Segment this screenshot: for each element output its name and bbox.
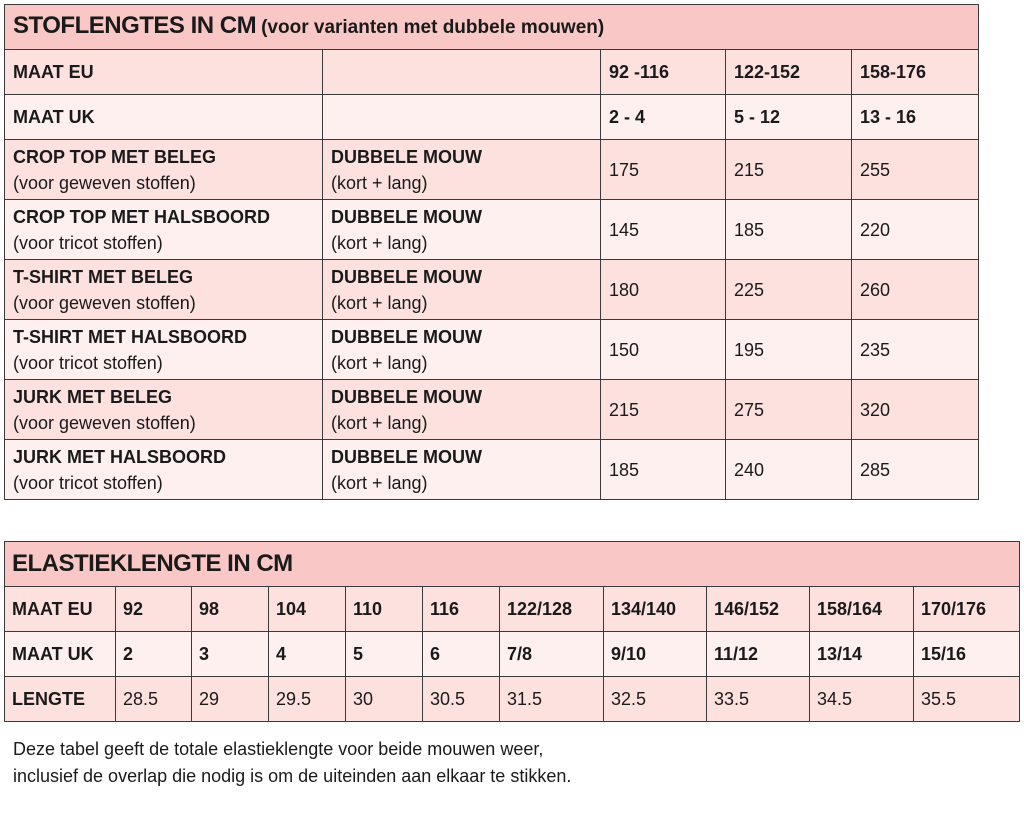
table-row: [5, 260, 979, 320]
eu-size: 158/164: [810, 587, 914, 632]
elastic-uk-row: [5, 632, 1020, 677]
fabric-table-title: [5, 5, 979, 50]
length-value: 30: [346, 677, 423, 722]
garment-cell: [5, 320, 323, 380]
table-row: [5, 380, 979, 440]
length-value: 35.5: [914, 677, 1020, 722]
eu-size: 170/176: [914, 587, 1020, 632]
eu-size: 92: [116, 587, 192, 632]
value-cell: 175: [601, 140, 726, 200]
sleeve-name: DUBBELE MOUW: [331, 446, 482, 467]
sleeve-note: (kort + lang): [331, 412, 428, 433]
value-cell: 150: [601, 320, 726, 380]
garment-name: JURK MET HALSBOORD: [13, 446, 227, 467]
uk-size: 9/10: [604, 632, 707, 677]
footnote-line: Deze tabel geeft de totale elastieklengte voor beide mouwen weer,: [13, 739, 544, 759]
length-value: 29.5: [269, 677, 346, 722]
length-value: 33.5: [707, 677, 810, 722]
uk-label: MAAT UK: [5, 632, 116, 677]
eu-size: 104: [269, 587, 346, 632]
eu-size: 98: [192, 587, 269, 632]
garment-cell: [5, 380, 323, 440]
garment-note: (voor geweven stoffen): [13, 172, 196, 193]
value-cell: 215: [601, 380, 726, 440]
eu-size: 122/128: [500, 587, 604, 632]
empty-cell: [323, 95, 601, 140]
elastic-table-title: [5, 542, 1020, 587]
garment-note: (voor tricot stoffen): [13, 472, 163, 493]
eu-size: 146/152: [707, 587, 810, 632]
sleeve-cell: [323, 320, 601, 380]
fabric-length-table: [4, 4, 979, 500]
footnote: [13, 736, 1013, 790]
uk-size: 11/12: [707, 632, 810, 677]
garment-name: T-SHIRT MET HALSBOORD: [13, 326, 247, 347]
value-cell: 320: [852, 380, 979, 440]
table-row: [5, 440, 979, 500]
value-cell: 195: [726, 320, 852, 380]
value-cell: 225: [726, 260, 852, 320]
length-value: 32.5: [604, 677, 707, 722]
uk-size: 13/14: [810, 632, 914, 677]
sleeve-name: DUBBELE MOUW: [331, 326, 482, 347]
value-cell: 255: [852, 140, 979, 200]
sleeve-name: DUBBELE MOUW: [331, 206, 482, 227]
garment-cell: [5, 200, 323, 260]
elastic-length-row: [5, 677, 1020, 722]
eu-size: 110: [346, 587, 423, 632]
uk-size: 7/8: [500, 632, 604, 677]
size-eu-cell: 158-176: [852, 50, 979, 95]
uk-size: 6: [423, 632, 500, 677]
value-cell: 185: [601, 440, 726, 500]
size-uk-row: [5, 95, 979, 140]
garment-note: (voor geweven stoffen): [13, 412, 196, 433]
value-cell: 145: [601, 200, 726, 260]
size-uk-cell: 2 - 4: [601, 95, 726, 140]
table-row: [5, 140, 979, 200]
garment-note: (voor geweven stoffen): [13, 292, 196, 313]
table-row: [5, 320, 979, 380]
fabric-title: STOFLENGTES IN CM: [13, 12, 257, 39]
sleeve-cell: [323, 440, 601, 500]
sleeve-note: (kort + lang): [331, 172, 428, 193]
garment-name: JURK MET BELEG: [13, 386, 173, 407]
value-cell: 275: [726, 380, 852, 440]
empty-cell: [323, 50, 601, 95]
size-eu-label: MAAT EU: [5, 50, 323, 95]
sleeve-name: DUBBELE MOUW: [331, 146, 482, 167]
uk-size: 5: [346, 632, 423, 677]
uk-size: 15/16: [914, 632, 1020, 677]
garment-name: CROP TOP MET BELEG: [13, 146, 217, 167]
length-label: LENGTE: [5, 677, 116, 722]
value-cell: 185: [726, 200, 852, 260]
size-eu-row: [5, 50, 979, 95]
size-uk-label: MAAT UK: [5, 95, 323, 140]
uk-size: 3: [192, 632, 269, 677]
sleeve-note: (kort + lang): [331, 352, 428, 373]
length-value: 34.5: [810, 677, 914, 722]
eu-size: 134/140: [604, 587, 707, 632]
value-cell: 235: [852, 320, 979, 380]
value-cell: 215: [726, 140, 852, 200]
garment-name: CROP TOP MET HALSBOORD: [13, 206, 271, 227]
garment-cell: [5, 260, 323, 320]
elastic-length-table: [4, 541, 1020, 722]
table-row: [5, 200, 979, 260]
size-uk-cell: 5 - 12: [726, 95, 852, 140]
size-uk-cell: 13 - 16: [852, 95, 979, 140]
eu-size: 116: [423, 587, 500, 632]
garment-cell: [5, 140, 323, 200]
uk-size: 2: [116, 632, 192, 677]
sleeve-cell: [323, 200, 601, 260]
value-cell: 180: [601, 260, 726, 320]
garment-note: (voor tricot stoffen): [13, 352, 163, 373]
length-value: 28.5: [116, 677, 192, 722]
size-eu-cell: 92 -116: [601, 50, 726, 95]
sleeve-cell: [323, 140, 601, 200]
length-value: 31.5: [500, 677, 604, 722]
sleeve-name: DUBBELE MOUW: [331, 266, 482, 287]
uk-size: 4: [269, 632, 346, 677]
fabric-subtitle: (voor varianten met dubbele mouwen): [261, 17, 605, 38]
garment-name: T-SHIRT MET BELEG: [13, 266, 193, 287]
elastic-title: ELASTIEKLENGTE IN CM: [12, 549, 293, 577]
garment-note: (voor tricot stoffen): [13, 232, 163, 253]
eu-label: MAAT EU: [5, 587, 116, 632]
value-cell: 285: [852, 440, 979, 500]
size-eu-cell: 122-152: [726, 50, 852, 95]
value-cell: 240: [726, 440, 852, 500]
elastic-eu-row: [5, 587, 1020, 632]
length-value: 30.5: [423, 677, 500, 722]
length-value: 29: [192, 677, 269, 722]
sleeve-name: DUBBELE MOUW: [331, 386, 482, 407]
sleeve-note: (kort + lang): [331, 472, 428, 493]
sleeve-note: (kort + lang): [331, 292, 428, 313]
garment-cell: [5, 440, 323, 500]
sleeve-cell: [323, 260, 601, 320]
sleeve-note: (kort + lang): [331, 232, 428, 253]
value-cell: 260: [852, 260, 979, 320]
sleeve-cell: [323, 380, 601, 440]
value-cell: 220: [852, 200, 979, 260]
footnote-line: inclusief de overlap die nodig is om de uiteinden aan elkaar te stikken.: [13, 766, 572, 786]
